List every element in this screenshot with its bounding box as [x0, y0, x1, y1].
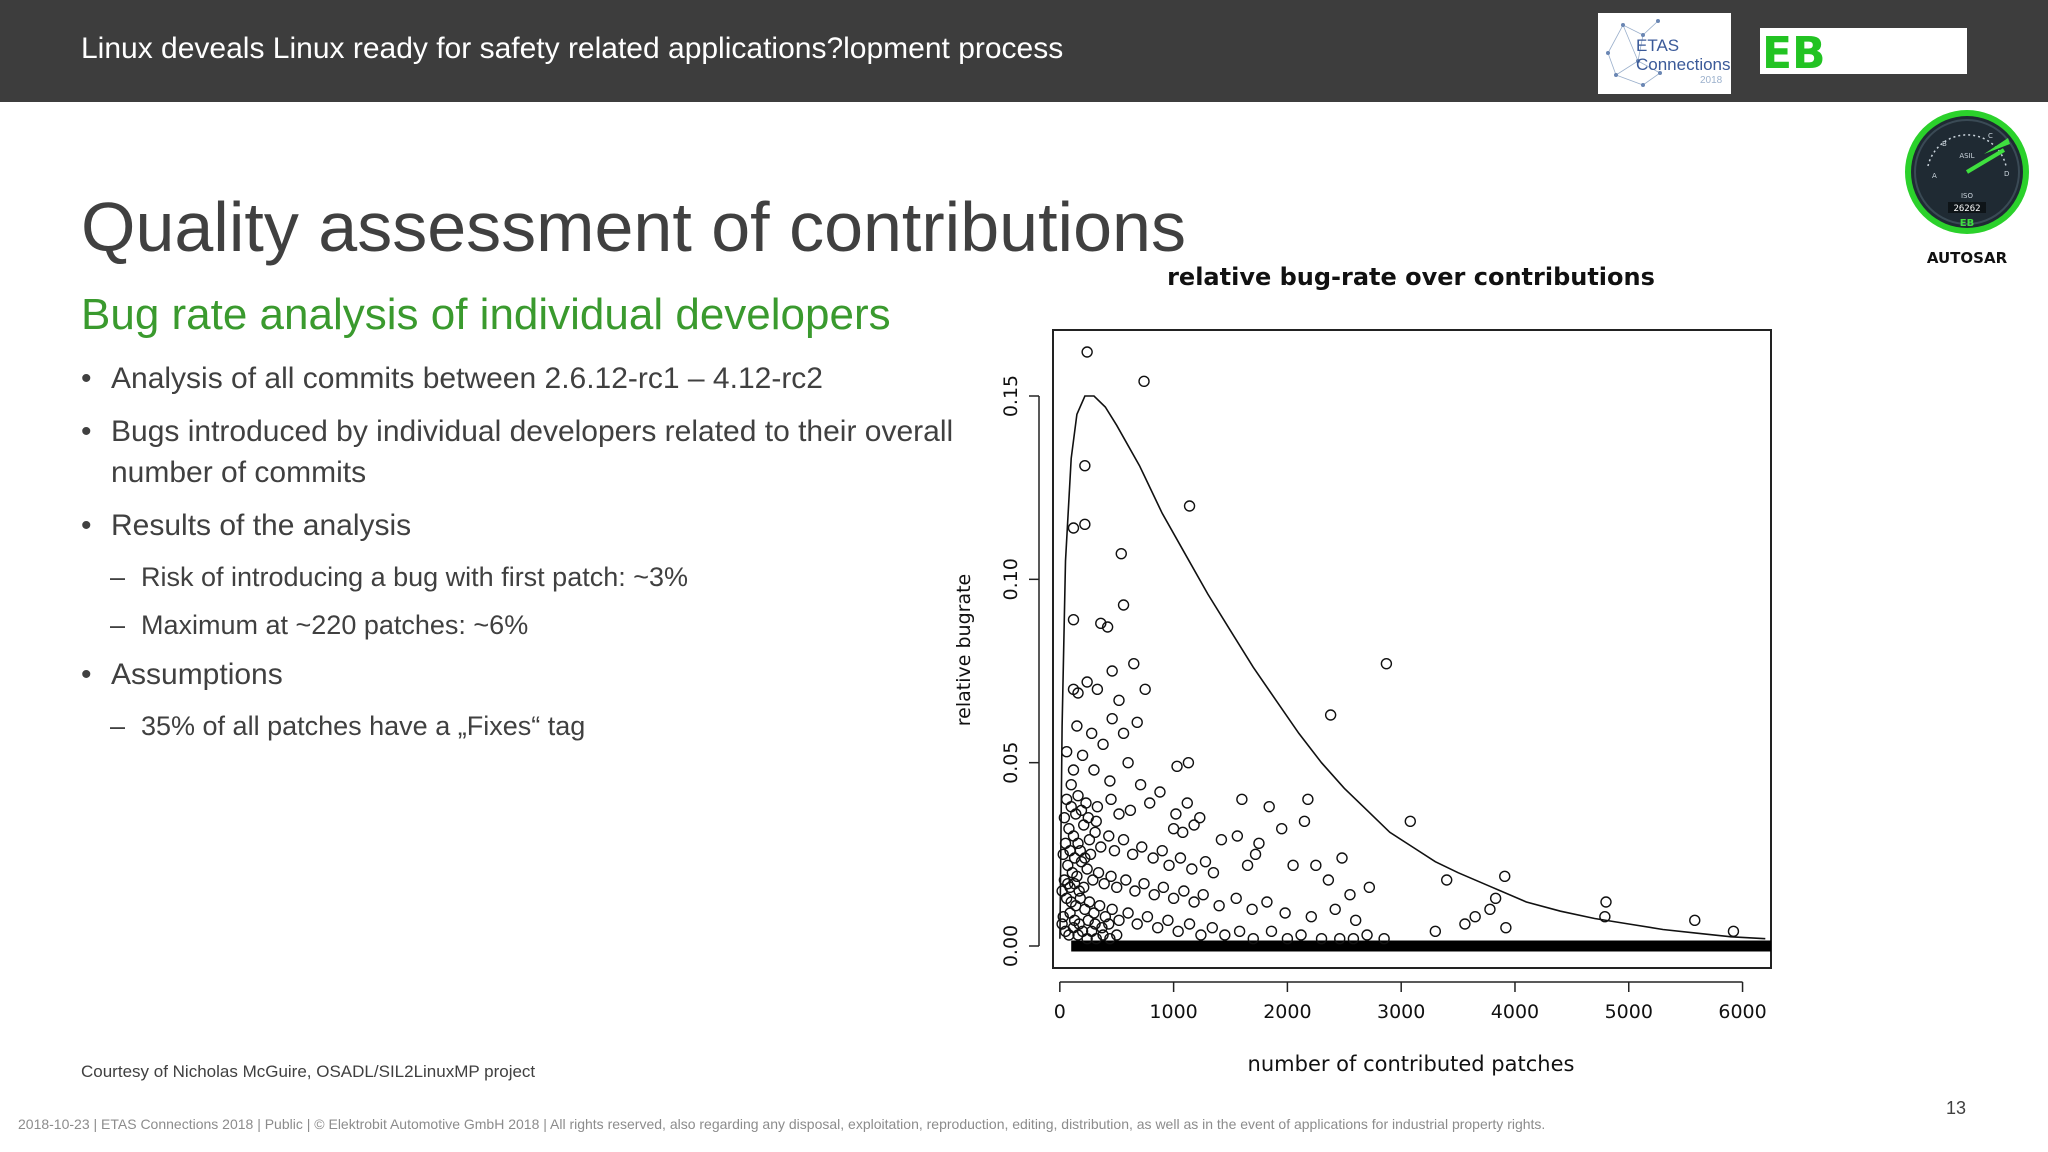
sub-bullet-text: Risk of introducing a bug with first patch: ~3%	[141, 562, 689, 592]
data-point	[1130, 886, 1140, 896]
bullet-text: Results of the analysis	[111, 509, 412, 542]
footer-text: 2018-10-23 | ETAS Connections 2018 | Public | © Elektrobit Automotive GmbH 2018 | All rights reserved, also regarding any disposal, exploitation, reproduction, editing, distribution, as well as in the event of applications for industrial property rights.	[18, 1116, 1546, 1132]
data-point	[1500, 871, 1510, 881]
data-point	[1345, 890, 1355, 900]
data-point	[1728, 926, 1738, 936]
bullet-item	[81, 505, 961, 546]
x-tick-label: 1000	[1149, 1001, 1198, 1023]
data-point	[1155, 787, 1165, 797]
data-point	[1280, 908, 1290, 918]
data-point	[1116, 549, 1126, 559]
data-point	[1430, 926, 1440, 936]
y-tick-label: 0.15	[1000, 374, 1022, 418]
data-point	[1364, 882, 1374, 892]
data-point	[1149, 890, 1159, 900]
data-point	[1142, 912, 1152, 922]
data-point	[1114, 809, 1124, 819]
data-point	[1323, 875, 1333, 885]
data-point	[1119, 600, 1129, 610]
data-point	[1096, 842, 1106, 852]
sub-bullet-item	[81, 558, 961, 596]
header-bar	[0, 0, 2048, 102]
data-point	[1243, 860, 1253, 870]
data-point	[1237, 794, 1247, 804]
data-point	[1157, 846, 1167, 856]
data-point	[1068, 831, 1078, 841]
data-point	[1128, 849, 1138, 859]
eb-mark-text: EB	[1762, 28, 1826, 74]
data-point	[1107, 666, 1117, 676]
bullet-item	[81, 411, 961, 493]
data-point	[1095, 901, 1105, 911]
data-point	[1264, 802, 1274, 812]
data-point	[1185, 919, 1195, 929]
data-point	[1362, 930, 1372, 940]
data-point	[1326, 710, 1336, 720]
eb-logo	[1760, 28, 1967, 74]
x-tick-label: 6000	[1718, 1001, 1767, 1023]
data-point	[1137, 842, 1147, 852]
data-point	[1129, 659, 1139, 669]
data-point	[1198, 890, 1208, 900]
data-point	[1351, 915, 1361, 925]
data-point	[1080, 519, 1090, 529]
data-point	[1145, 798, 1155, 808]
x-tick-label: 2000	[1263, 1001, 1312, 1023]
data-point	[1220, 930, 1230, 940]
bug-rate-scatter-chart	[930, 250, 1930, 1090]
data-point	[1183, 758, 1193, 768]
etas-connections-logo	[1598, 13, 1731, 94]
fitted-curve	[1060, 396, 1765, 939]
badge-asil-text: ASIL	[1959, 152, 1975, 160]
data-point	[1079, 820, 1089, 830]
data-point	[1114, 915, 1124, 925]
data-point	[1251, 849, 1261, 859]
sub-bullet-text: Maximum at ~220 patches: ~6%	[141, 610, 529, 640]
data-point	[1207, 923, 1217, 933]
data-point	[1381, 659, 1391, 669]
data-point	[1148, 853, 1158, 863]
data-point	[1132, 919, 1142, 929]
data-point	[1090, 827, 1100, 837]
data-point	[1062, 794, 1072, 804]
data-point	[1172, 761, 1182, 771]
data-point	[1179, 886, 1189, 896]
sub-bullet-item	[81, 707, 961, 745]
data-point	[1106, 871, 1116, 881]
data-point	[1189, 897, 1199, 907]
data-point	[1107, 904, 1117, 914]
bullet-text: Bugs introduced by individual developers related to their overall number of commits	[111, 415, 954, 489]
badge-iso-text: ISO	[1960, 192, 1974, 200]
data-point	[1082, 677, 1092, 687]
data-point	[1330, 904, 1340, 914]
autosar-text: AUTOSAR	[1926, 249, 2008, 267]
badge-letter-c: C	[1988, 132, 1993, 140]
data-point	[1114, 695, 1124, 705]
data-point	[1123, 758, 1133, 768]
section-subheading: Bug rate analysis of individual developers	[81, 290, 891, 339]
data-point	[1470, 912, 1480, 922]
sub-bullet-item	[81, 606, 961, 644]
data-point	[1254, 838, 1264, 848]
x-tick-label: 5000	[1604, 1001, 1653, 1023]
page-number: 13	[1946, 1098, 1967, 1118]
data-point	[1266, 926, 1276, 936]
data-point	[1262, 897, 1272, 907]
data-point	[1299, 816, 1309, 826]
data-point	[1163, 915, 1173, 925]
x-axis-label: number of contributed patches	[1247, 1052, 1575, 1076]
data-point	[1092, 684, 1102, 694]
data-point	[1123, 908, 1133, 918]
data-point	[1196, 930, 1206, 940]
sub-bullet-mark: –	[110, 610, 126, 640]
data-point	[1082, 864, 1092, 874]
data-point	[1288, 860, 1298, 870]
data-point	[1232, 831, 1242, 841]
bullet-list	[81, 358, 961, 755]
data-point	[1136, 780, 1146, 790]
data-point	[1189, 820, 1199, 830]
x-tick-label: 0	[1053, 1001, 1066, 1023]
data-point	[1139, 879, 1149, 889]
data-point	[1092, 802, 1102, 812]
data-point	[1158, 882, 1168, 892]
data-point	[1081, 798, 1091, 808]
data-point	[1171, 809, 1181, 819]
bullet-item	[81, 358, 961, 399]
data-point	[1084, 897, 1094, 907]
data-point	[1173, 926, 1183, 936]
data-point	[1094, 868, 1104, 878]
etas-brand-text: ETAS	[1636, 36, 1680, 55]
data-point	[1303, 794, 1313, 804]
bullet-mark: •	[81, 362, 92, 395]
badge-letter-b: B	[1942, 140, 1947, 148]
data-point	[1119, 835, 1129, 845]
data-point	[1068, 615, 1078, 625]
data-point	[1277, 824, 1287, 834]
data-point	[1208, 868, 1218, 878]
data-point	[1216, 835, 1226, 845]
etas-year-text: 2018	[1700, 75, 1723, 86]
data-point	[1460, 919, 1470, 929]
data-point	[1064, 824, 1074, 834]
data-point	[1082, 347, 1092, 357]
asil-autosar-badge	[1898, 108, 2036, 268]
data-point	[1442, 875, 1452, 885]
bullet-mark: •	[81, 509, 92, 542]
sub-bullet-mark: –	[110, 711, 126, 741]
y-axis-label: relative bugrate	[953, 573, 975, 727]
badge-iso-number: 26262	[1953, 204, 1981, 214]
bullet-mark: •	[81, 415, 92, 448]
data-point	[1306, 912, 1316, 922]
x-tick-label: 4000	[1490, 1001, 1540, 1023]
data-point	[1169, 893, 1179, 903]
data-point	[1098, 739, 1108, 749]
sub-bullet-text: 35% of all patches have a „Fixes“ tag	[141, 711, 586, 741]
data-point	[1091, 816, 1101, 826]
bullet-mark: •	[81, 658, 92, 691]
y-tick-label: 0.00	[1000, 924, 1022, 968]
data-point	[1062, 747, 1072, 757]
badge-letter-d: D	[2004, 170, 2010, 178]
data-point	[1296, 930, 1306, 940]
data-point	[1214, 901, 1224, 911]
badge-eb-text: EB	[1959, 218, 1975, 229]
plot-frame	[1053, 330, 1771, 968]
data-point	[1200, 857, 1210, 867]
badge-letter-a: A	[1932, 172, 1937, 180]
data-point	[1107, 714, 1117, 724]
data-point	[1178, 827, 1188, 837]
data-point	[1187, 864, 1197, 874]
data-point	[1601, 897, 1611, 907]
bullet-text: Analysis of all commits between 2.6.12-rc1 – 4.12-rc2	[111, 362, 823, 395]
x-tick-label: 3000	[1377, 1001, 1426, 1023]
y-tick-label: 0.05	[1000, 741, 1022, 784]
data-point	[1125, 805, 1135, 815]
data-point	[1109, 846, 1119, 856]
data-point	[1119, 728, 1129, 738]
data-point	[1072, 721, 1082, 731]
data-point	[1164, 860, 1174, 870]
data-point	[1066, 802, 1076, 812]
bullet-text: Assumptions	[111, 658, 283, 691]
data-point	[1112, 882, 1122, 892]
data-point	[1485, 904, 1495, 914]
chart-title: relative bug-rate over contributions	[1167, 263, 1655, 291]
data-point	[1182, 798, 1192, 808]
data-point	[1087, 728, 1097, 738]
data-point	[1175, 853, 1185, 863]
data-point	[1690, 915, 1700, 925]
data-point	[1106, 794, 1116, 804]
data-point	[1089, 765, 1099, 775]
data-point	[1068, 523, 1078, 533]
data-point	[1061, 838, 1071, 848]
data-point	[1153, 923, 1163, 933]
data-point	[1073, 791, 1083, 801]
data-point	[1501, 923, 1511, 933]
data-point	[1121, 875, 1131, 885]
data-point	[1066, 780, 1076, 790]
slide-title: Quality assessment of contributions	[81, 187, 1186, 266]
data-point	[1105, 776, 1115, 786]
etas-connections-text: Connections	[1636, 55, 1731, 74]
data-point	[1185, 501, 1195, 511]
data-point	[1231, 893, 1241, 903]
data-point	[1080, 461, 1090, 471]
data-point	[1104, 831, 1114, 841]
data-point	[1337, 853, 1347, 863]
data-point	[1139, 376, 1149, 386]
header-title: Linux deveals Linux ready for safety related applications?lopment process	[81, 32, 1064, 65]
courtesy-note: Courtesy of Nicholas McGuire, OSADL/SIL2LinuxMP project	[81, 1062, 536, 1081]
data-point	[1068, 765, 1078, 775]
y-tick-label: 0.10	[1000, 558, 1022, 601]
data-point	[1247, 904, 1257, 914]
bullet-item	[81, 654, 961, 695]
sub-bullet-mark: –	[110, 562, 126, 592]
data-point	[1140, 684, 1150, 694]
data-point	[1078, 750, 1088, 760]
data-point	[1491, 893, 1501, 903]
data-point	[1405, 816, 1415, 826]
data-point	[1132, 717, 1142, 727]
data-point	[1311, 860, 1321, 870]
data-point	[1235, 926, 1245, 936]
